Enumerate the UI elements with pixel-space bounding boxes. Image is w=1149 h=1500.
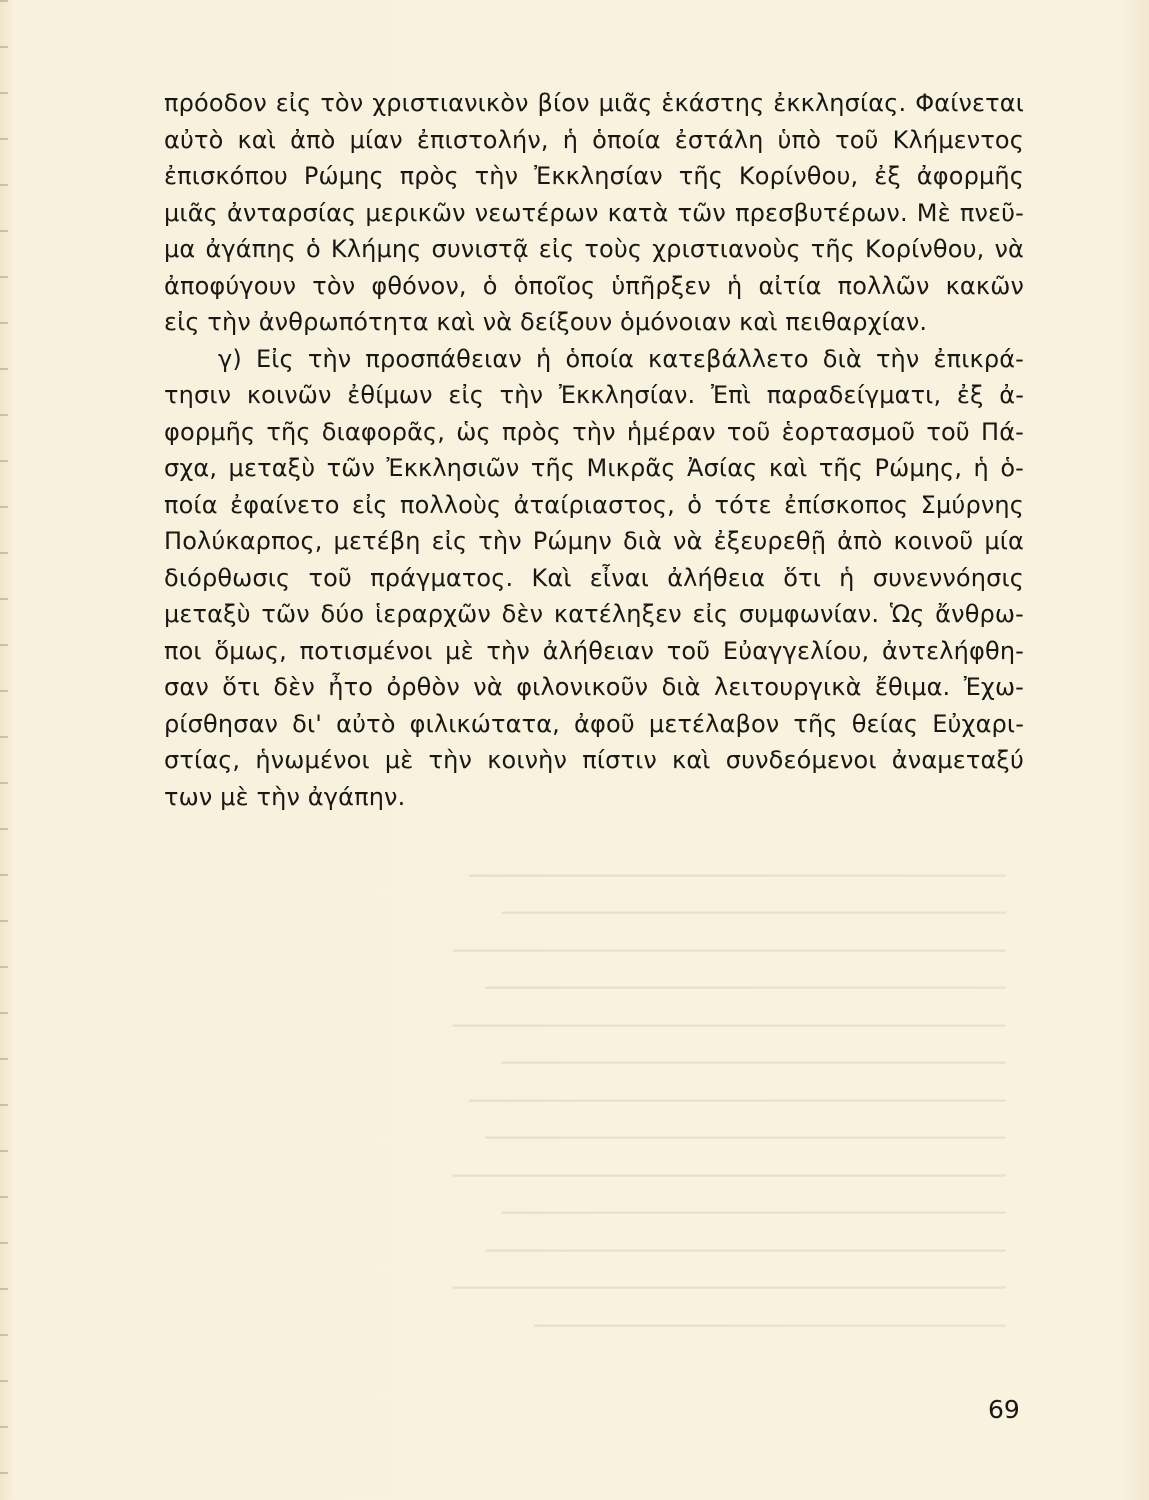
page-number: 69 — [988, 1395, 1020, 1424]
text-line: μεταξὺ τῶν δύο ἱεραρχῶν δὲν κατέληξεν εἰς συμφωνίαν. Ὡς ἄνθρω- — [164, 600, 1024, 628]
text-line: στίας, ἡνωμένοι μὲ τὴν κοινὴν πίστιν καὶ συνδεόμενοι ἀναμεταξύ — [164, 746, 1024, 774]
text-line: τησιν κοινῶν ἐθίμων εἰς τὴν Ἐκκλησίαν. Ἐπὶ παραδείγματι, ἐξ ἀ- — [164, 381, 1024, 409]
text-line: ἐπισκόπου Ρώμης πρὸς τὴν Ἐκκλησίαν τῆς Κορίνθου, ἐξ ἀφορμῆς — [164, 162, 1024, 190]
text-line: μα ἀγάπης ὁ Κλήμης συνιστᾷ εἰς τοὺς χριστιανοὺς τῆς Κορίνθου, νὰ — [164, 235, 1024, 263]
text-line: φορμῆς τῆς διαφορᾶς, ὡς πρὸς τὴν ἡμέραν τοῦ ἑορτασμοῦ τοῦ Πά- — [164, 417, 1024, 446]
text-line: σχα, μεταξὺ τῶν Ἐκκλησιῶν τῆς Μικρᾶς Ἀσίας καὶ τῆς Ρώμης, ἡ ὁ- — [164, 454, 1024, 482]
text-line: αὐτὸ καὶ ἀπὸ μίαν ἐπιστολήν, ἡ ὁποία ἐστάλη ὑπὸ τοῦ Κλήμεντος — [164, 125, 1024, 154]
text-line: σαν ὅτι δὲν ἦτο ὀρθὸν νὰ φιλονικοῦν διὰ λειτουργικὰ ἔθιμα. Ἐχω- — [164, 673, 1024, 701]
paragraph-gamma-start: γ) Εἰς τὴν προσπάθειαν ἡ ὁποία κατεβάλλετο διὰ τὴν ἐπικρά- — [218, 344, 1024, 373]
main-text-block — [164, 85, 1024, 815]
text-line: διόρθωσις τοῦ πράγματος. Καὶ εἶναι ἀλήθεια ὅτι ἡ συνεννόησις — [164, 563, 1024, 592]
bleed-through-text: ───────────────────────────────── ─────────────────────────────── ────────────────────────────────── ──────────────────────────────── ────────────────────────────────── ─────────────────────────────── ───────────────────────────────── ──────────────────────────────── ────────────────────────────────── ─────────────────────────────── ──────────────────────────────── ────────────────────────────────── ───────────────────────────── — [452, 860, 1006, 1342]
text-line: ἀποφύγουν τὸν φθόνον, ὁ ὁποῖος ὑπῆρξεν ἡ αἰτία πολλῶν κακῶν — [164, 271, 1024, 300]
text-line: των μὲ τὴν ἀγάπην. — [164, 782, 406, 811]
text-line: ποι ὅμως, ποτισμένοι μὲ τὴν ἀλήθειαν τοῦ Εὐαγγελίου, ἀντελήφθη- — [164, 636, 1024, 665]
text-line: μιᾶς ἀνταρσίας μερικῶν νεωτέρων κατὰ τῶν πρεσβυτέρων. Μὲ πνεῦ- — [164, 198, 1024, 227]
text-line: Πολύκαρπος, μετέβη εἰς τὴν Ρώμην διὰ νὰ ἐξευρεθῇ ἀπὸ κοινοῦ μία — [164, 527, 1024, 555]
text-line: ποία ἐφαίνετο εἰς πολλοὺς ἀταίριαστος, ὁ τότε ἐπίσκοπος Σμύρνης — [164, 490, 1024, 519]
text-line: πρόοδον εἰς τὸν χριστιανικὸν βίον μιᾶς ἑκάστης ἐκκλησίας. Φαίνεται — [164, 89, 1024, 117]
text-line: ρίσθησαν δι' αὐτὸ φιλικώτατα, ἀφοῦ μετέλαβον τῆς θείας Εὐχαρι- — [164, 709, 1024, 738]
page-edge-decoration — [0, 0, 8, 1500]
text-line: εἰς τὴν ἀνθρωπότητα καὶ νὰ δείξουν ὁμόνοιαν καὶ πειθαρχίαν. — [164, 308, 928, 336]
